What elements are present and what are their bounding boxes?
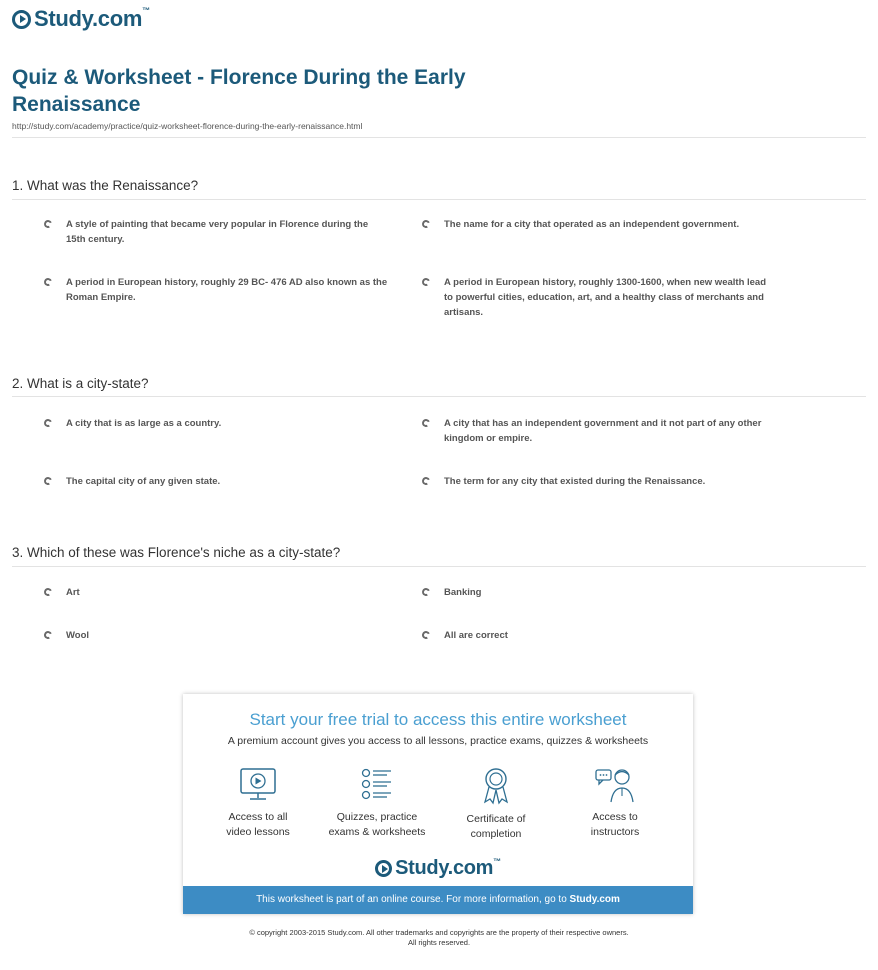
answer-option[interactable]: [422, 416, 767, 446]
course-info-text: This worksheet is part of an online course. For more information, go to: [256, 894, 570, 905]
radio-icon[interactable]: [43, 277, 53, 287]
radio-icon[interactable]: [43, 219, 53, 229]
feature-line: Quizzes, practice: [336, 811, 418, 823]
radio-icon[interactable]: [421, 587, 431, 597]
radio-icon[interactable]: [421, 476, 431, 486]
instructor-icon: [593, 766, 637, 804]
radio-icon[interactable]: [421, 418, 431, 428]
play-circle-icon: [375, 860, 392, 877]
answer-text: A style of painting that became very popular in Florence during the 15th century.: [66, 219, 369, 245]
answer-option[interactable]: [44, 416, 389, 431]
radio-icon[interactable]: [421, 630, 431, 640]
feature-instructors: [555, 766, 675, 840]
quiz-list-icon: [357, 766, 397, 804]
answer-option[interactable]: [422, 474, 767, 489]
study-link[interactable]: Study.com: [569, 894, 620, 905]
answer-option[interactable]: [44, 628, 389, 643]
promo-headline[interactable]: Start your free trial to access this entire worksheet: [249, 710, 627, 729]
copyright-line: All rights reserved.: [407, 938, 471, 947]
divider: [12, 137, 866, 138]
logo-text: Study.com™: [395, 857, 501, 879]
feature-video-lessons: [198, 766, 318, 840]
feature-line: Access to all: [228, 811, 288, 823]
answer-text: All are correct: [444, 630, 508, 641]
answer-option[interactable]: [44, 585, 389, 600]
course-info-bar: [183, 886, 693, 914]
answer-option[interactable]: [422, 585, 767, 600]
divider: [12, 396, 866, 397]
feature-line: exams & worksheets: [328, 826, 426, 838]
answer-text: A city that is as large as a country.: [66, 418, 222, 429]
answer-option[interactable]: [422, 628, 767, 643]
radio-icon[interactable]: [43, 587, 53, 597]
feature-line: completion: [470, 828, 522, 840]
copyright: [0, 928, 878, 948]
page-url[interactable]: http://study.com/academy/practice/quiz-worksheet-florence-during-the-early-renaissance.html: [12, 121, 363, 131]
answer-option[interactable]: [422, 217, 767, 232]
answer-text: The capital city of any given state.: [66, 476, 221, 487]
feature-line: Certificate of: [466, 813, 526, 825]
answer-text: Art: [66, 587, 80, 598]
radio-icon[interactable]: [43, 630, 53, 640]
feature-quizzes: [317, 766, 437, 840]
feature-line: Access to: [592, 811, 638, 823]
answer-option[interactable]: [44, 474, 389, 489]
radio-icon[interactable]: [421, 277, 431, 287]
logo-text: Study.com™: [34, 6, 150, 31]
radio-icon[interactable]: [421, 219, 431, 229]
answer-text: A period in European history, roughly 1300-1600, when new wealth lead to powerful cities, education, art, and a healthy class of merchants and artisans.: [444, 277, 767, 318]
answer-text: A city that has an independent government and it not part of any other kingdom or empire.: [444, 418, 762, 444]
copyright-line: © copyright 2003-2015 Study.com. All other trademarks and copyrights are the property of their respective owners.: [249, 928, 629, 937]
answer-option[interactable]: [44, 217, 389, 247]
radio-icon[interactable]: [43, 418, 53, 428]
answer-text: Wool: [66, 630, 90, 641]
answer-text: The name for a city that operated as an independent government.: [444, 219, 740, 230]
feature-line: instructors: [590, 826, 640, 838]
answer-text: Banking: [444, 587, 482, 598]
promo-subline: A premium account gives you access to all lessons, practice exams, quizzes & worksheets: [227, 735, 649, 747]
study-logo[interactable]: [12, 6, 150, 32]
promo-logo[interactable]: [183, 857, 693, 880]
radio-icon[interactable]: [43, 476, 53, 486]
question-2: 2. What is a city-state?: [12, 376, 149, 391]
answer-option[interactable]: [422, 275, 767, 320]
answer-text: The term for any city that existed during the Renaissance.: [444, 476, 706, 487]
divider: [12, 199, 866, 200]
certificate-icon: [476, 766, 516, 806]
feature-certificate: [436, 766, 556, 842]
play-circle-icon: [12, 10, 31, 29]
page-title: Quiz & Worksheet - Florence During the Early Renaissance: [12, 66, 466, 116]
answer-text: A period in European history, roughly 29 BC- 476 AD also known as the Roman Empire.: [66, 277, 388, 303]
feature-line: video lessons: [226, 826, 290, 838]
question-1: 1. What was the Renaissance?: [12, 178, 199, 193]
question-3: 3. Which of these was Florence's niche as a city-state?: [12, 545, 341, 560]
video-lesson-icon: [238, 766, 278, 804]
answer-option[interactable]: [44, 275, 389, 305]
divider: [12, 566, 866, 567]
free-trial-promo[interactable]: [183, 694, 693, 914]
